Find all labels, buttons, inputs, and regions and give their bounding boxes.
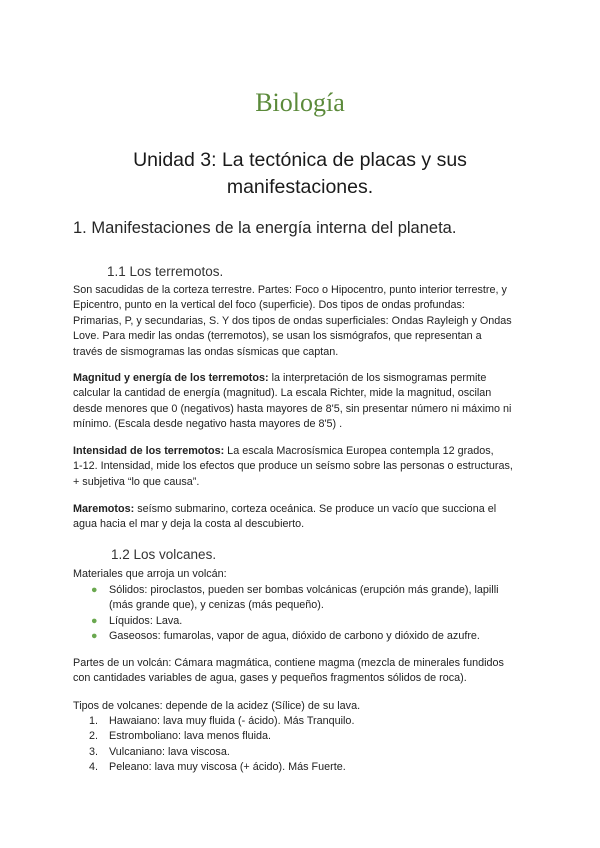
list-item <box>73 745 535 760</box>
unit-title <box>100 147 500 201</box>
terremotos-paragraph <box>73 283 535 360</box>
text-line: calcular la cantidad de energía (magnitud). La escala Richter, mide la magnitud, oscilan <box>73 387 492 400</box>
text-line: Love. Para medir las ondas (terremotos), se usan los sismógrafos, que representan a <box>73 330 482 343</box>
unit-title-line: manifestaciones. <box>226 176 374 198</box>
subject-title: Biología <box>255 88 345 117</box>
text-line <box>73 502 535 517</box>
tipos-intro <box>73 699 535 714</box>
list-number: 3. <box>89 745 99 758</box>
maremotos-label: Maremotos: <box>73 503 135 515</box>
list-number: 4. <box>89 761 99 774</box>
text-line: 1-12. Intensidad, mide los efectos que produce un seísmo sobre las personas o estructuras, <box>73 460 513 473</box>
list-item-text: Gaseosos: fumarolas, vapor de agua, dióxido de carbono y dióxido de azufre. <box>109 630 480 643</box>
text-line <box>73 444 535 459</box>
text-line: mínimo. (Escala desde negativo hasta mayores de 8'5) . <box>73 418 343 431</box>
materiales-list <box>73 583 535 645</box>
list-item-text: Estromboliano: lava menos fluida. <box>109 730 272 743</box>
list-item-text: Hawaiano: lava muy fluida (- ácido). Más Tranquilo. <box>109 715 355 727</box>
text-line: través de sismogramas las ondas sísmicas que captan. <box>73 345 339 358</box>
bullet-icon: ● <box>91 614 98 627</box>
text-line: agua hacia el mar y deja la costa al descubierto. <box>73 518 305 531</box>
list-item <box>73 714 535 729</box>
intensidad-paragraph <box>73 444 535 490</box>
subsection-heading-volcanes: 1.2 Los volcanes. <box>111 547 217 562</box>
text-line: Partes de un volcán: Cámara magmática, contiene magma (mezcla de minerales fundidos <box>73 657 504 669</box>
bullet-icon: ● <box>91 584 98 596</box>
section-heading: 1. Manifestaciones de la energía interna del planeta. <box>73 219 457 237</box>
partes-paragraph <box>73 656 535 687</box>
list-item-text: (más grande que), y cenizas (más pequeño). <box>109 599 324 612</box>
list-item <box>73 583 535 598</box>
text-line: Primarias, P, y secundarias, S. Y dos tipos de ondas superficiales: Ondas Rayleigh y Ondas <box>73 314 512 327</box>
list-item <box>73 614 535 629</box>
text-line: Materiales que arroja un volcán: <box>73 568 227 580</box>
list-item <box>73 629 535 644</box>
magnitud-text: la interpretación de los sismogramas permite <box>268 372 487 384</box>
bullet-icon: ● <box>91 630 98 643</box>
text-line <box>73 371 535 386</box>
magnitud-label: Magnitud y energía de los terremotos: <box>73 372 269 384</box>
list-item-text: Peleano: lava muy viscosa (+ ácido). Más Fuerte. <box>109 761 346 774</box>
list-number: 1. <box>89 715 99 727</box>
text-line: + subjetiva “lo que causa”. <box>73 475 200 488</box>
text-line: Tipos de volcanes: depende de la acidez (Sílice) de su lava. <box>73 700 361 712</box>
intensidad-text: La escala Macrosísmica Europea contempla 12 grados, <box>224 445 494 457</box>
text-line: Son sacudidas de la corteza terrestre. Partes: Foco o Hipocentro, punto interior terrestre, y <box>73 284 507 296</box>
text-line: Epicentro, punto en la vertical del foco (superficie). Dos tipos de ondas profundas: <box>73 299 465 312</box>
tipos-list <box>73 714 535 776</box>
list-item-text: Sólidos: piroclastos, pueden ser bombas volcánicas (erupción más grande), lapilli <box>109 584 499 596</box>
list-item-continuation <box>73 598 535 613</box>
maremotos-text: seísmo submarino, corteza oceánica. Se produce un vacío que succiona el <box>134 503 497 515</box>
list-item <box>73 760 535 775</box>
list-item-text: Vulcaniano: lava viscosa. <box>109 745 230 758</box>
text-line: desde menores que 0 (negativos) hasta mayores de 8'5, sin presentar número ni máximo ni <box>73 402 512 415</box>
text-line: con cantidades variables de agua, gases y pequeños fragmentos sólidos de roca). <box>73 672 467 685</box>
magnitud-paragraph <box>73 371 535 433</box>
subsection-heading-terremotos: 1.1 Los terremotos. <box>107 264 224 279</box>
list-number: 2. <box>89 730 99 743</box>
list-item-text: Líquidos: Lava. <box>109 614 183 627</box>
intensidad-label: Intensidad de los terremotos: <box>73 445 225 457</box>
materiales-intro <box>73 567 535 582</box>
maremotos-paragraph <box>73 502 535 533</box>
list-item <box>73 729 535 744</box>
unit-title-line: Unidad 3: La tectónica de placas y sus <box>133 149 467 171</box>
